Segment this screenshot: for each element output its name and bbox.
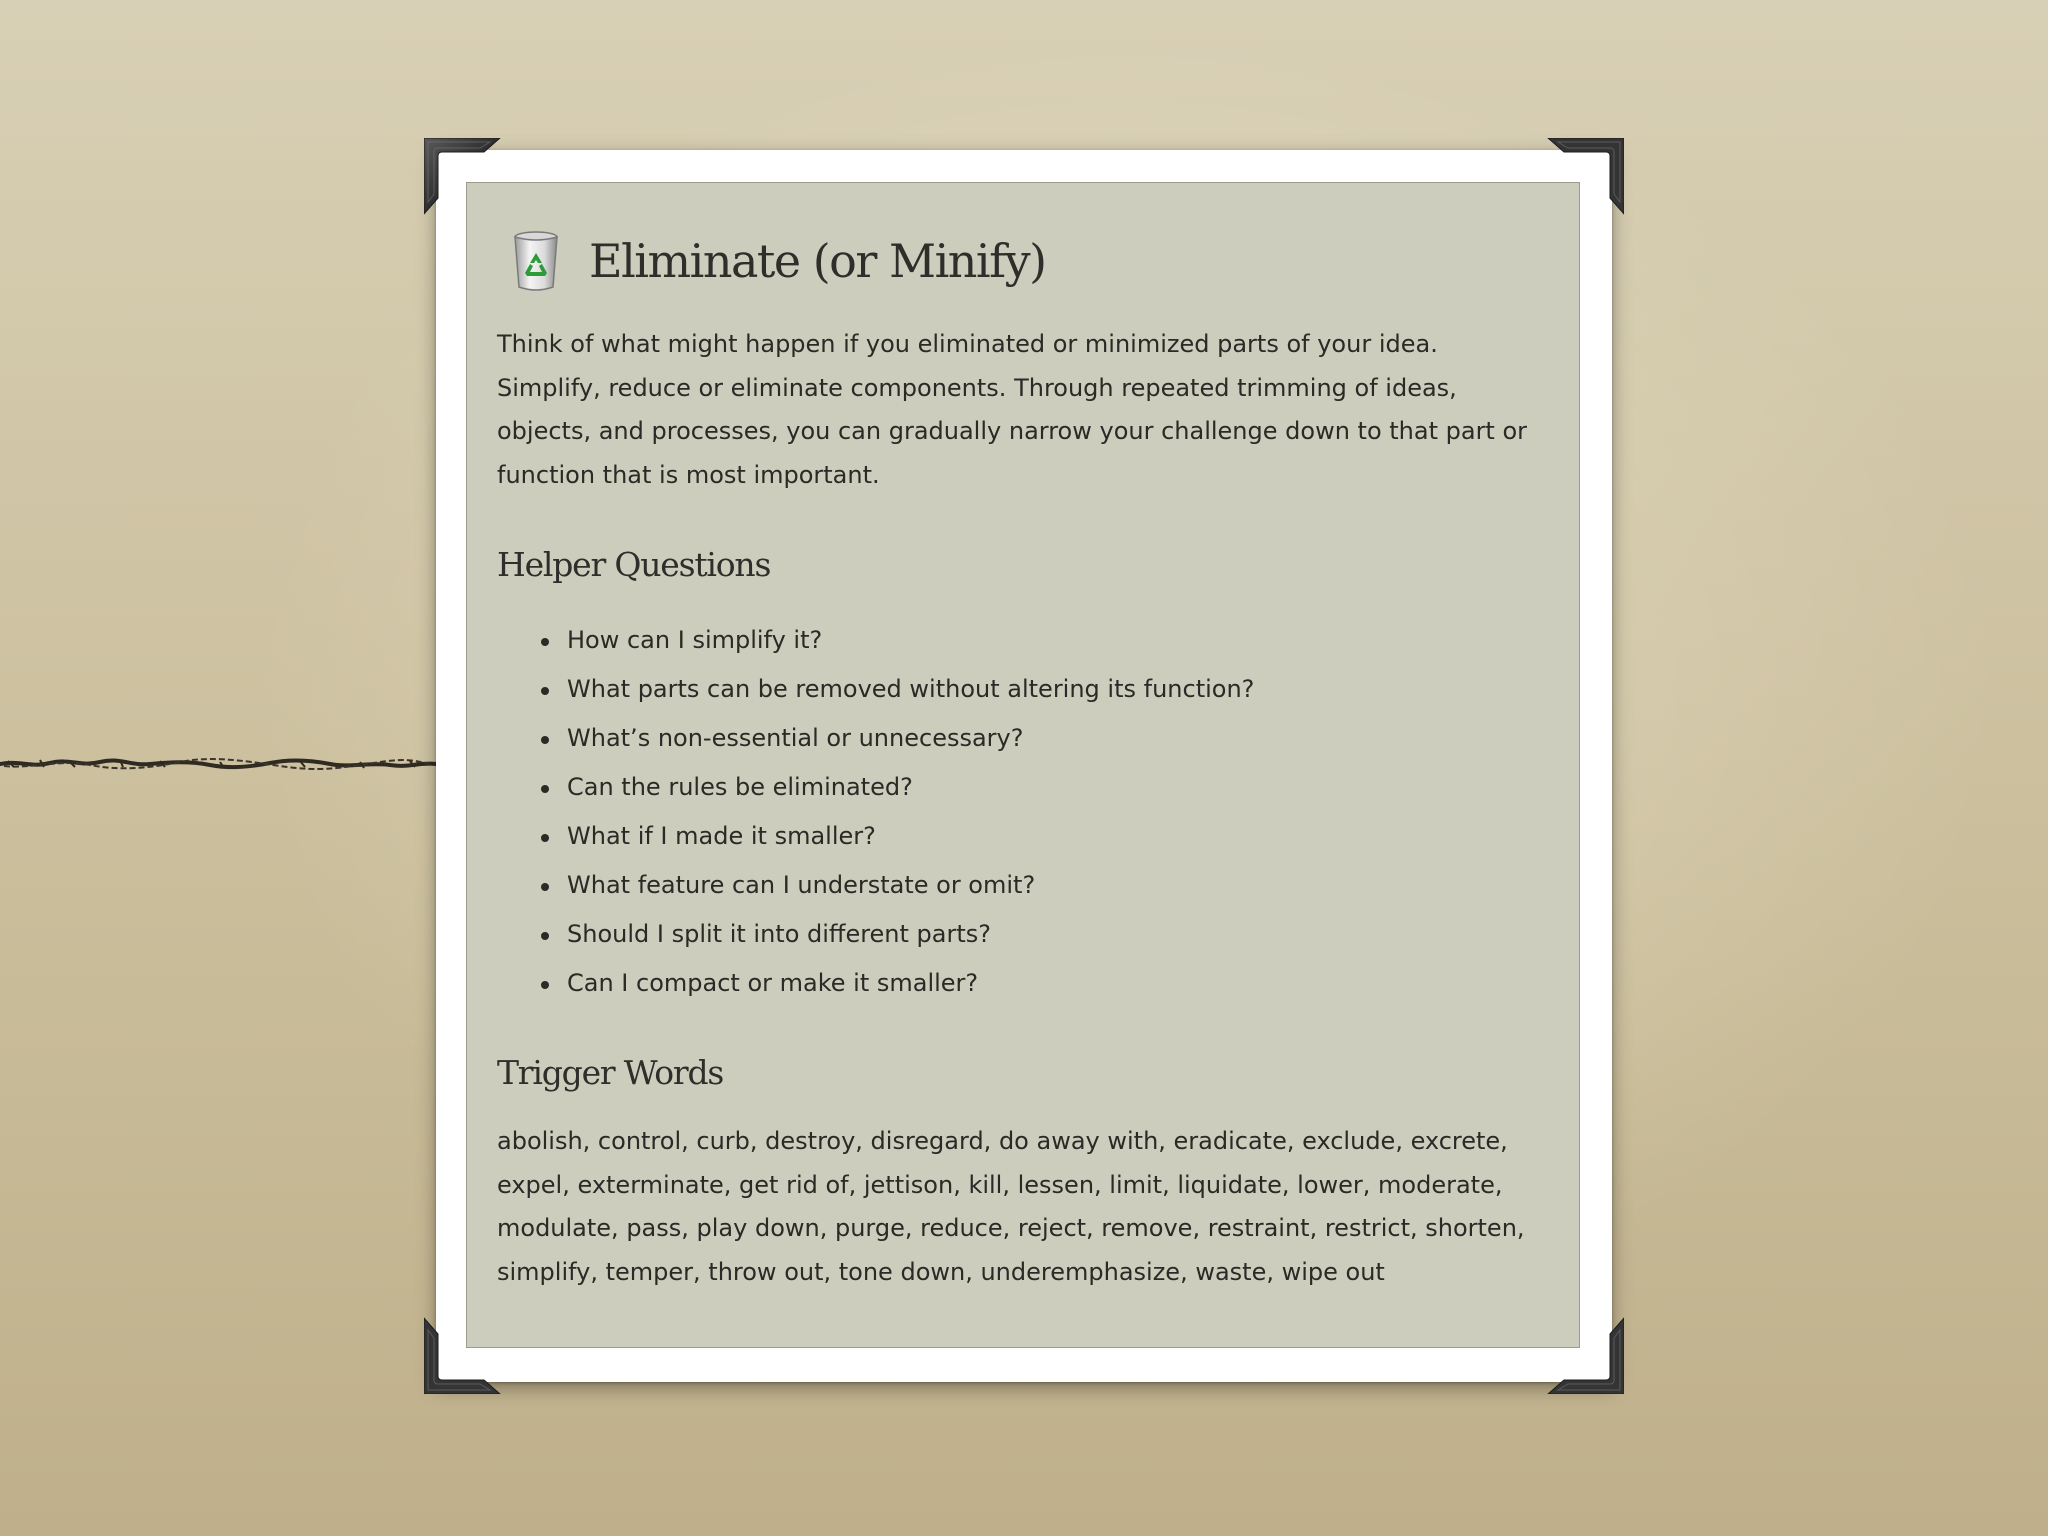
photo-corner-bottom-right [1546,1316,1624,1394]
photo-corner-bottom-left [424,1316,502,1394]
scribble-line [0,750,440,780]
trigger-words-heading: Trigger Words [497,1053,724,1092]
content-panel [466,182,1580,1348]
list-item: What if I made it smaller? [535,812,1254,861]
list-item: How can I simplify it? [535,616,1254,665]
list-item: Can the rules be eliminated? [535,763,1254,812]
recycle-bin-icon [511,229,561,293]
photo-corner-top-right [1546,138,1624,216]
photo-corner-top-left [424,138,502,216]
list-item: What’s non-essential or unnecessary? [535,714,1254,763]
list-item: What feature can I understate or omit? [535,861,1254,910]
page-title: Eliminate (or Minify) [589,234,1046,288]
list-item: Should I split it into different parts? [535,910,1254,959]
trigger-words-text: abolish, control, curb, destroy, disregard, do away with, eradicate, exclude, excrete, expel, exterminate, get rid of, jettison, kill, lessen, limit, liquidate, lower, moderate, modulate, pass, play down, purge, reduce, reject, remove, restraint, restrict, shorten, simplify, temper, throw out, tone down, underemphasize, waste, wipe out [497,1127,1525,1286]
intro-paragraph: Think of what might happen if you eliminated or minimized parts of your idea. Simplify, reduce or eliminate components. Through repeated trimming of ideas, objects, and processes, you can gradually narrow your challenge down to that part or function that is most important. [497,330,1528,489]
helper-questions-heading: Helper Questions [497,545,771,584]
helper-questions-list [535,616,1254,1008]
photo-frame [436,150,1612,1382]
title-row [511,221,1046,301]
list-item: What parts can be removed without altering its function? [535,665,1254,714]
list-item: Can I compact or make it smaller? [535,959,1254,1008]
